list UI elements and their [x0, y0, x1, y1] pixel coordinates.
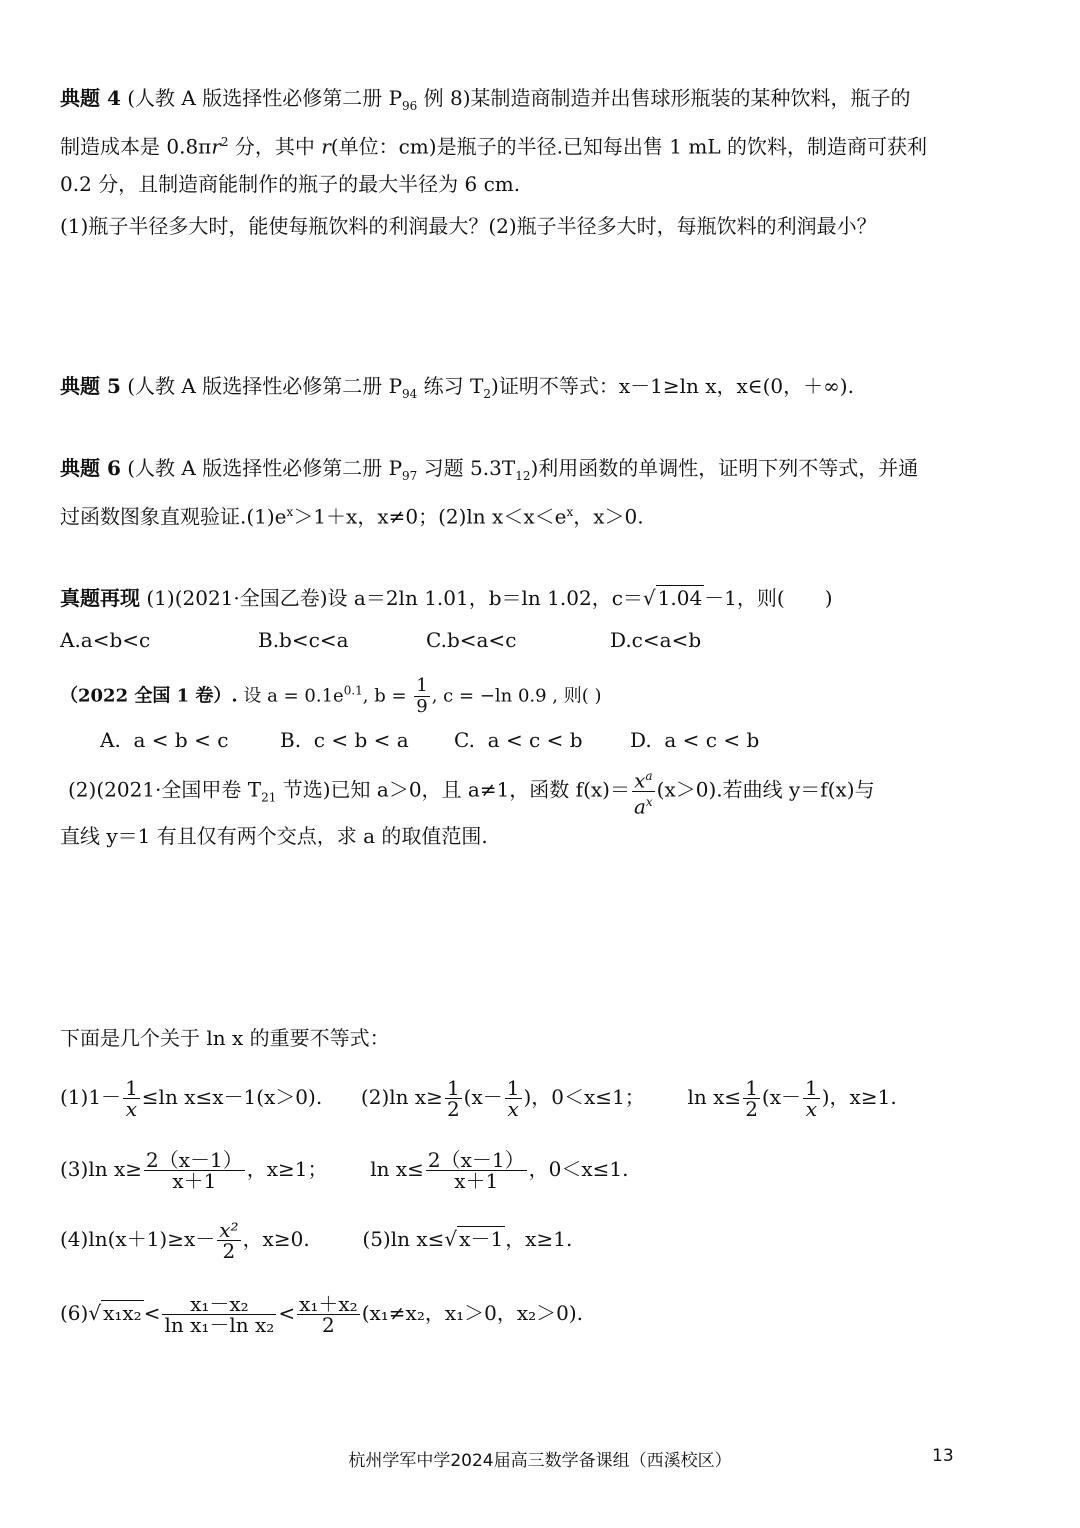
problem-4-line-3: 0.2 分，且制造商能制作的瓶子的最大半径为 6 cm.	[60, 172, 521, 196]
problem-4-line-1: 典题 4 (人教 A 版选择性必修第二册 $P_{96}$ 例 8)某制造商制造并出售球形瓶装的某种饮料，瓶子的	[60, 86, 911, 113]
problem-4-title: 典题 4	[60, 86, 121, 110]
fraction: $\frac{1}{x}$	[125, 1076, 138, 1121]
problem-5: 典题 5 (人教 A 版选择性必修第二册 $P_{94}$ 练习 $T_2$)证明不等式：x－1≥ln x，x∈(0，＋∞).	[60, 374, 854, 401]
fraction: $\frac{1}{x}$	[506, 1076, 520, 1121]
option-a[interactable]: A.a<b<c	[60, 628, 151, 652]
fraction: $\frac{\text{x²}}{2}$	[219, 1218, 239, 1263]
inequalities-intro: 下面是几个关于 ln x 的重要不等式：	[60, 1026, 390, 1050]
real-question-2022: （2022 全国 1 卷）. 设 $a = 0.1e^{0.1}$, b = $\frac{1}{9}$ , c = −ln 0.9 , 则( )	[60, 675, 602, 717]
fraction: $\frac{x^a}{a^x}$	[633, 768, 653, 819]
real-question-1: 真题再现 (1)(2021·全国乙卷)设 a＝2ln 1.01，b＝ln 1.02，c＝√ 1.04 －1，则( )	[60, 586, 833, 610]
option-c[interactable]: C. a < c < b	[454, 728, 583, 752]
problem-5-title: 典题 5	[60, 374, 121, 398]
fraction: $\frac{2(x-1)}{x+1}$	[427, 1148, 525, 1193]
fraction: $\frac{\text{x₁＋x₂}}{2}$	[299, 1292, 358, 1337]
inequality-row-1: (1)1－ $\frac{1}{x}$ ≤ln x≤x－1(x＞0). (2)ln x≥ $\frac{1}{2}$ (x－ $\frac{1}{x}$ )，0＜x≤1； ln x≤ $\frac{1}{2}$ (x－ $\frac{1}{x}$ )，x≥1.	[60, 1076, 897, 1121]
problem-6-title: 典题 6	[60, 456, 121, 480]
fraction: $\frac{\text{x₁－x₂}}{\text{ln x₁－ln x₂}}$	[164, 1292, 275, 1337]
inequality-row-3: (3)ln x≥ $\frac{2(x-1)}{x+1}$ ，x≥1； ln x≤ $\frac{2(x-1)}{x+1}$ ，0＜x≤1.	[60, 1148, 629, 1193]
option-d[interactable]: D.c<a<b	[610, 628, 702, 652]
fraction: $\frac{2(x-1)}{x+1}$	[146, 1148, 243, 1193]
fraction: $\frac{1}{9}$	[416, 675, 428, 717]
footer-text: 杭州学军中学2024届高三数学备课组（西溪校区）	[348, 1451, 732, 1471]
sqrt-symbol: √	[88, 1301, 102, 1325]
problem-4-line-4: (1)瓶子半径多大时，能使每瓶饮料的利润最大？(2)瓶子半径多大时，每瓶饮料的利润最小？	[60, 214, 877, 238]
sqrt-symbol: √	[444, 1227, 458, 1251]
page-number: 13	[932, 1446, 954, 1466]
option-a[interactable]: A. a < b < c	[100, 728, 229, 752]
real-questions-title: 真题再现	[60, 586, 140, 610]
inequality-row-4: (4)ln(x＋1)≥x－ $\frac{\text{x²}}{2}$ ，x≥0. (5)ln x≤√ x－1 ，x≥1.	[60, 1218, 573, 1263]
real-question-2: (2)(2021·全国甲卷 $T_{21}$ 节选)已知 a＞0，且 a≠1，函数 f(x)＝ $\frac{x^a}{a^x}$ (x＞0).若曲线 y＝f(x)与	[68, 766, 875, 816]
option-d[interactable]: D. a < c < b	[630, 728, 760, 752]
problem-6-line-2: 过函数图象直观验证$.(1)e^x>1+x$，x≠0；(2)ln $x<x<e^x$，x＞0.	[60, 504, 644, 529]
fraction: $\frac{1}{2}$	[446, 1076, 460, 1121]
fraction: $\frac{1}{2}$	[745, 1076, 758, 1121]
option-b[interactable]: B.b<c<a	[258, 628, 349, 652]
sqrt-symbol: √	[642, 586, 656, 610]
inequality-row-6: (6)√ x₁x₂ < $\frac{\text{x₁－x₂}}{\text{ln x₁－ln x₂}}$ < $\frac{\text{x₁＋x₂}}{2}$ (x₁≠x₂，x₁＞0，x₂＞0).	[60, 1292, 584, 1337]
fraction: $\frac{1}{x}$	[805, 1076, 818, 1121]
problem-4-line-2: 制造成本是 $0.8\pi r^2$ 分，其中 r(单位：cm)是瓶子的半径.已知每出售 1 mL 的饮料，制造商可获利	[60, 134, 927, 159]
option-c[interactable]: C.b<a<c	[426, 628, 517, 652]
option-b[interactable]: B. c < b < a	[280, 728, 409, 752]
real-question-2-line-2: 直线 y＝1 有且仅有两个交点，求 a 的取值范围.	[60, 824, 488, 848]
problem-6-line-1: 典题 6 (人教 A 版选择性必修第二册 $P_{97}$ 习题 $5.3T_{12}$)利用函数的单调性，证明下列不等式，并通	[60, 456, 919, 483]
